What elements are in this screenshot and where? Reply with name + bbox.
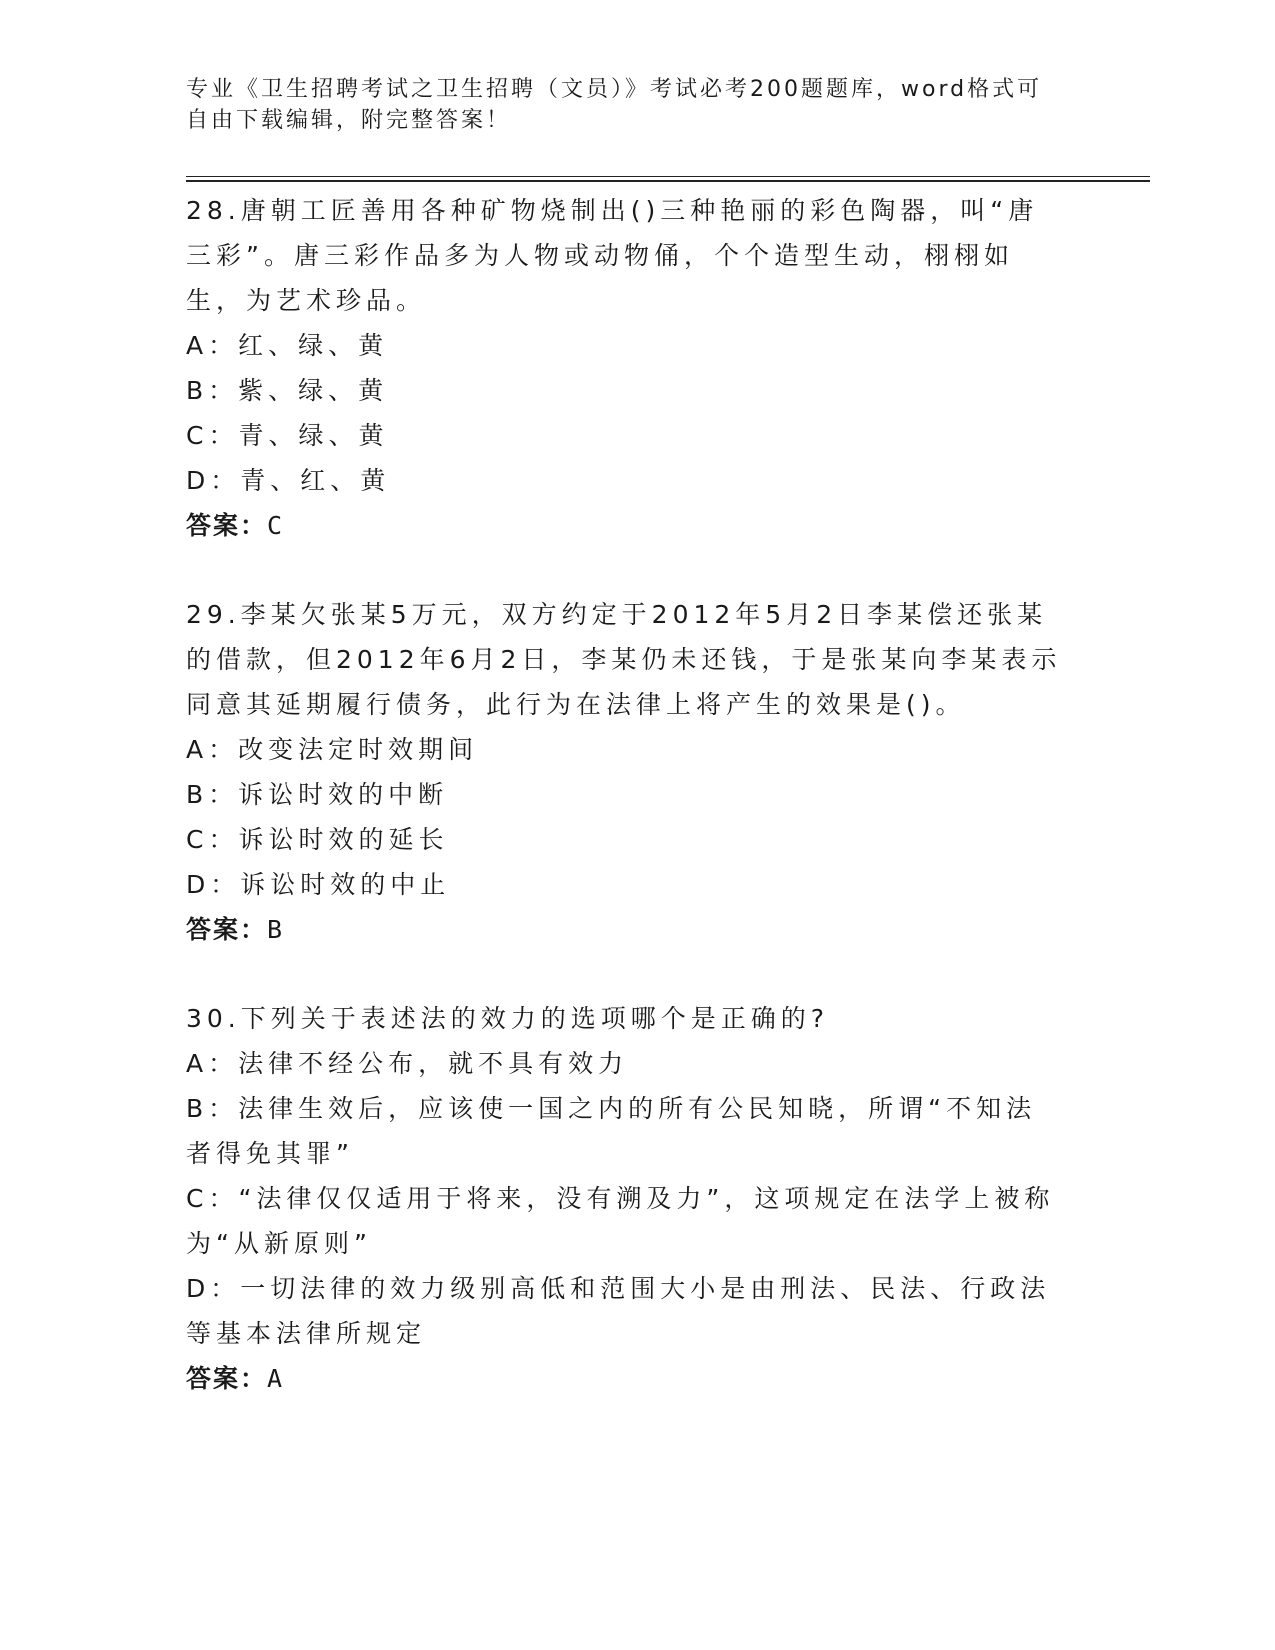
option-a: A：法律不经公布，就不具有效力	[186, 1049, 629, 1078]
question-text: 28.唐朝工匠善用各种矿物烧制出()三种艳丽的彩色陶器，叫“唐三彩”。唐三彩作品多为人物或动物俑，个个造型生动，栩栩如生，为艺术珍品。	[186, 196, 1039, 315]
document-header: 专业《卫生招聘考试之卫生招聘（文员）》考试必考200题题库，word格式可自由下载编辑，附完整答案！	[186, 77, 1043, 133]
header-divider-thin	[186, 176, 1150, 177]
option-d: D：诉讼时效的中止	[186, 870, 451, 899]
header-divider-thick	[186, 180, 1150, 182]
option-c: C：诉讼时效的延长	[186, 825, 449, 854]
option-a: A：红、绿、黄	[186, 331, 389, 360]
option-b: B：诉讼时效的中断	[186, 780, 449, 809]
question-text: 30.下列关于表述法的效力的选项哪个是正确的?	[186, 1004, 830, 1033]
answer-label: 答案：	[186, 915, 268, 944]
option-b: B：法律生效后，应该使一国之内的所有公民知晓，所谓“不知法者得免其罪”	[186, 1094, 1037, 1168]
option-d: D：青、红、黄	[186, 466, 391, 495]
option-a: A：改变法定时效期间	[186, 735, 479, 764]
answer-value: B	[267, 915, 285, 944]
answer-label: 答案：	[186, 1364, 268, 1393]
answer-label: 答案：	[186, 511, 268, 540]
option-c: C：青、绿、黄	[186, 421, 389, 450]
option-c: C：“法律仅仅适用于将来，没有溯及力”，这项规定在法学上被称为“从新原则”	[186, 1184, 1055, 1258]
option-b: B：紫、绿、黄	[186, 376, 389, 405]
question-text: 29.李某欠张某5万元，双方约定于2012年5月2日李某偿还张某的借款，但2012年6月2日，李某仍未还钱，于是张某向李某表示同意其延期履行债务，此行为在法律上将产生的效果是()。	[186, 600, 1062, 719]
option-d: D：一切法律的效力级别高低和范围大小是由刑法、民法、行政法等基本法律所规定	[186, 1274, 1051, 1348]
question-29	[186, 592, 1066, 952]
answer-value: A	[267, 1364, 285, 1393]
answer-line	[186, 503, 1066, 548]
question-28	[186, 188, 1066, 548]
question-list	[186, 188, 1066, 1445]
question-30	[186, 996, 1066, 1401]
answer-value: C	[267, 511, 285, 540]
answer-line	[186, 907, 1066, 952]
answer-line	[186, 1356, 1066, 1401]
